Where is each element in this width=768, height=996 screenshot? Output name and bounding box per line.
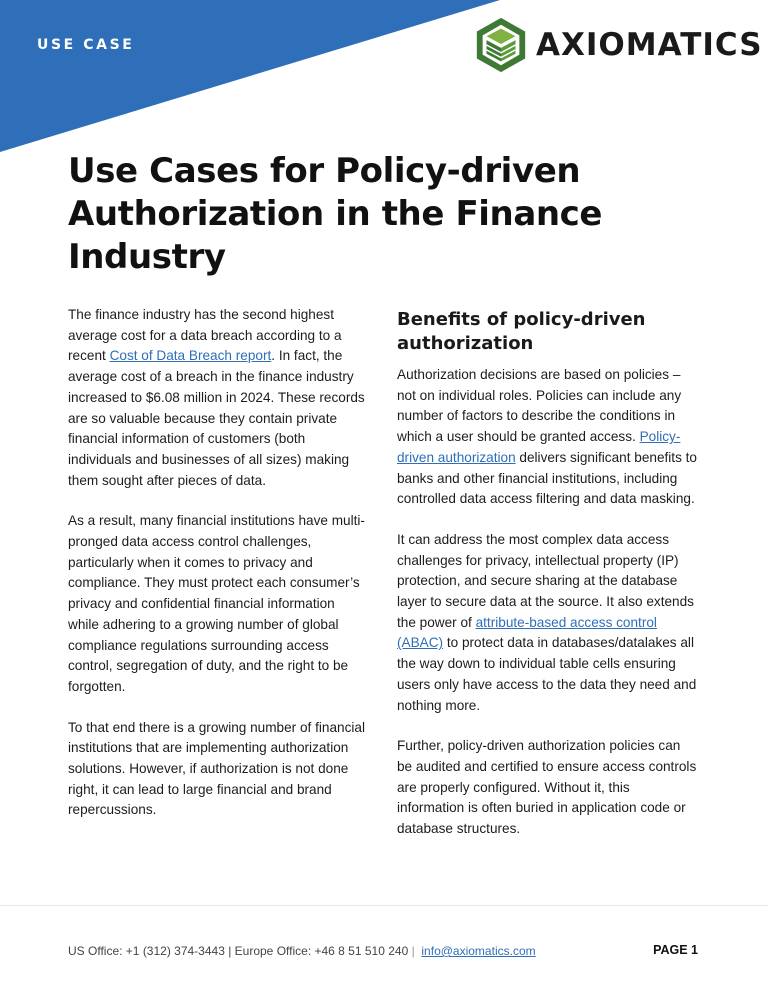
solutions-paragraph: To that end there is a growing number of financial institutions that are implementing authorization solutions. However, if authorization is not done right, it can lead to large financial and brand repercussions. xyxy=(68,719,365,818)
office-phones: US Office: +1 (312) 374-3443 | Europe Office: +46 8 51 510 240 xyxy=(68,944,409,958)
benefits-paragraph: Authorization decisions are based on policies – not on individual roles. Policies can include any number of factors to describe the conditions in which a user should be granted access. Policy-driven authorization delivers significant benefits to banks and other financial institutions, including controlled data access filtering and data masking. xyxy=(397,367,697,507)
page-number: PAGE 1 xyxy=(653,943,698,957)
email-link[interactable]: info@axiomatics.com xyxy=(421,944,536,958)
axiomatics-logo xyxy=(472,15,763,75)
abac-link[interactable]: attribute-based access control (ABAC) xyxy=(397,614,657,651)
data-access-paragraph: It can address the most complex data access challenges for privacy, intellectual property (IP) protection, and secure sharing at the database layer to secure data at the source. It also extends the power of attribute-based access control (ABAC) to protect data in databases/datalakes all the way down to individual table cells ensuring users only have access to the data they need and nothing more. xyxy=(397,531,697,713)
document-type-tag: USE CASE xyxy=(37,37,135,53)
left-column xyxy=(68,305,368,841)
section-heading: Benefits of policy-driven authorization xyxy=(397,309,646,354)
cost-of-data-breach-link[interactable]: Cost of Data Breach report xyxy=(109,348,272,364)
right-column xyxy=(397,305,699,860)
page-title: Use Cases for Policy-driven Authorization in the Finance Industry xyxy=(68,151,603,277)
challenges-paragraph: As a result, many financial institutions have multi-pronged data access control challenges, particularly when it comes to privacy and compliance. They must protect each consumer’s privacy and confidential financial information while adhering to a growing number of global compliance regulations surrounding access control, segregation of duty, and the right to be forgotten. xyxy=(68,513,365,694)
brand-name: AXIOMATICS xyxy=(536,27,763,63)
footer-separator: | xyxy=(411,944,415,958)
audit-paragraph: Further, policy-driven authorization policies can be audited and certified to ensure access controls are properly configured. Without it, this information is often buried in application code or database structures. xyxy=(397,738,697,837)
footer-contact xyxy=(68,944,536,958)
policy-driven-authorization-link[interactable]: Policy-driven authorization xyxy=(397,429,681,465)
intro-paragraph: The finance industry has the second highest average cost for a data breach according to a recent Cost of Data Breach report. In fact, the average cost of a breach in the finance industry increased to $6.08 million in 2024. These records are so valuable because they contain private financial information of customers (both individuals and businesses of all sizes) making them sought after pieces of data. xyxy=(68,307,365,488)
axiomatics-logo-icon xyxy=(472,16,530,74)
footer-divider xyxy=(0,905,768,906)
